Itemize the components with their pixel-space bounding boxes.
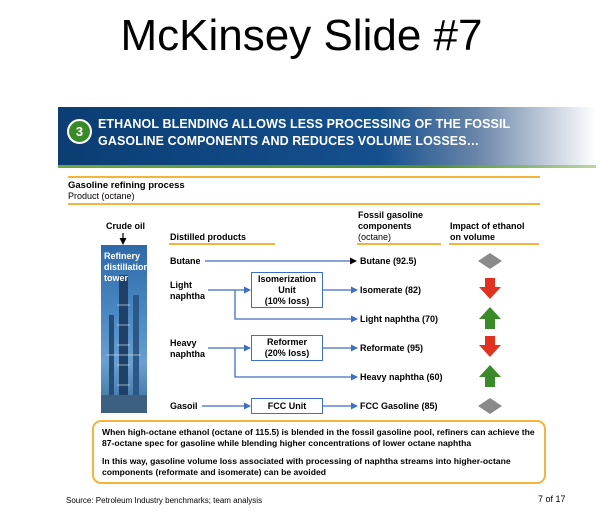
- heavy-naphtha-line-1: Heavy: [170, 338, 197, 348]
- fcc-gasoline-output-label: FCC Gasoline (85): [360, 401, 438, 411]
- note-paragraph-1: When high-octane ethanol (octane of 115.5) is blended in the fossil gasoline pool, refiners can achieve the 87-octane spec for gasoline while blending higher concentrations of lower octane naphtha: [102, 427, 535, 448]
- banner-line-2: GASOLINE COMPONENTS AND REDUCES VOLUME LOSSES…: [98, 134, 480, 148]
- neutral-diamond-icon: [478, 253, 502, 269]
- isomerization-unit-box: [251, 272, 323, 308]
- light-naphtha-output-label: Light naphtha (70): [360, 314, 438, 324]
- light-naphtha-line-1: Light: [170, 280, 192, 290]
- tower-label-line-1: Refinery: [104, 251, 141, 261]
- down-arrow-icon: [479, 278, 501, 299]
- fossil-header-line-3: (octane): [358, 232, 392, 242]
- step-badge: 3: [67, 119, 92, 144]
- isomerization-line-3: (10% loss): [264, 295, 310, 306]
- heavy-naphtha-line-2: naphtha: [170, 349, 205, 359]
- section-title: Gasoline refining process: [68, 180, 185, 191]
- section-subtitle: Product (octane): [68, 191, 135, 201]
- up-arrow-icon: [479, 307, 501, 329]
- light-naphtha-input-label: [170, 280, 205, 302]
- source-footnote: Source: Petroleum Industry benchmarks; team analysis: [66, 496, 263, 505]
- reformer-box: [251, 335, 323, 361]
- reformer-line-2: (20% loss): [264, 348, 310, 358]
- up-arrow-icon: [479, 365, 501, 387]
- fcc-unit-box: FCC Unit: [251, 398, 323, 414]
- isomerization-line-1: Isomerization: [257, 273, 316, 284]
- butane-output-label: Butane (92.5): [360, 256, 417, 266]
- reformer-line-1: Reformer: [266, 337, 307, 347]
- isomerate-output-label: Isomerate (82): [360, 285, 422, 295]
- note-paragraph-2: In this way, gasoline volume loss associated with processing of naphtha streams into higher-octane components (reformate and isomerate) can be avoided: [102, 456, 511, 477]
- slide-title: McKinsey Slide #7: [120, 11, 483, 60]
- reformate-output-label: Reformate (95): [360, 343, 424, 353]
- fossil-header-line-1: Fossil gasoline: [358, 210, 424, 220]
- down-arrow-icon: [479, 336, 501, 357]
- light-naphtha-line-2: naphtha: [170, 291, 205, 301]
- tower-label-line-2: distillation: [104, 262, 149, 272]
- impact-header-line-1: Impact of ethanol: [450, 221, 525, 231]
- impact-header-line-2: on volume: [450, 232, 496, 242]
- butane-input-label: Butane: [170, 256, 201, 266]
- banner-line-1: ETHANOL BLENDING ALLOWS LESS PROCESSING OF THE FOSSIL: [98, 117, 511, 131]
- distilled-products-header: Distilled products: [170, 232, 247, 242]
- crude-oil-label: Crude oil: [106, 221, 146, 231]
- isomerization-line-2: Unit: [278, 284, 296, 295]
- neutral-diamond-icon: [478, 398, 502, 414]
- page-number: 7 of 17: [538, 494, 566, 504]
- heavy-naphtha-input-label: [170, 338, 205, 360]
- heavy-naphtha-output-label: Heavy naphtha (60): [360, 372, 443, 382]
- gasoil-input-label: Gasoil: [170, 401, 198, 411]
- fossil-header-line-2: components: [358, 221, 412, 231]
- tower-label-line-3: tower: [104, 273, 129, 283]
- callout-note: [92, 420, 546, 484]
